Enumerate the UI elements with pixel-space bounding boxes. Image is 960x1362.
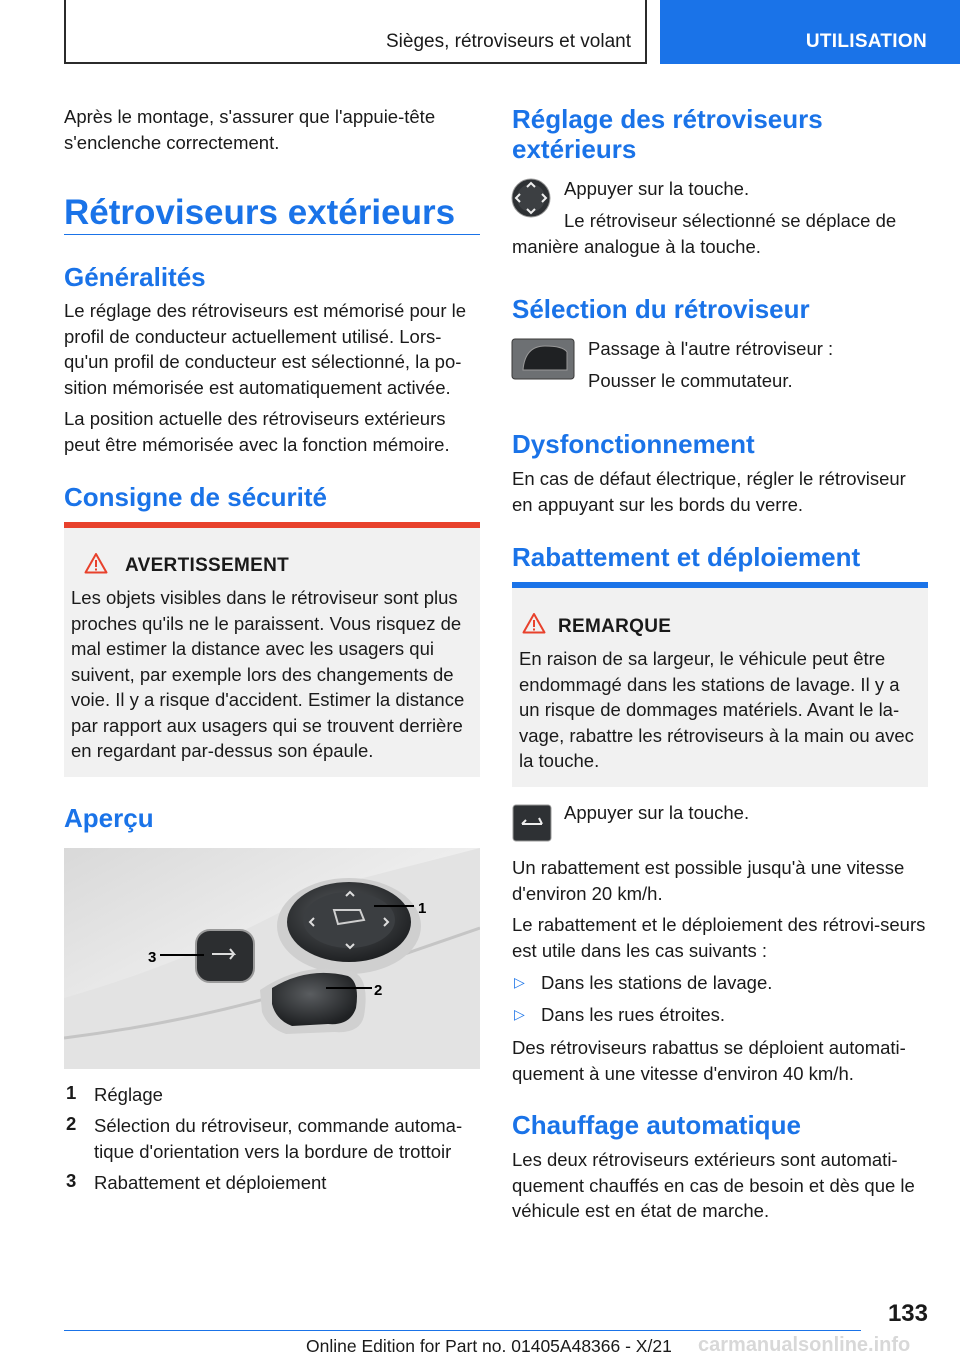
legend-number: 3 [66,1170,77,1191]
watermark: carmanualsonline.info [698,1334,911,1356]
note-title: REMARQUE [558,616,672,637]
heading-reglage: Réglage des rétroviseurs extérieurs [512,104,823,164]
legend-number: 2 [66,1113,77,1134]
reglage-line-2: Le rétroviseur sélectionné se déplace de manière analogue à la touche. [512,210,897,257]
footer-edition: Online Edition for Part no. 01405A48366 - X/21 [306,1336,672,1356]
callout-1: 1 [418,900,427,917]
dysfonctionnement-text: En cas de défaut électrique, régler le rétroviseur en appuyant sur les bords du verre. [512,468,906,515]
warning-box [64,522,480,777]
heading-apercu: Aperçu [64,803,154,833]
header-section-label: Sièges, rétroviseurs et volant [385,31,631,52]
note-triangle-icon [522,612,546,634]
legend-text: Rabattement et déploiement [94,1172,327,1193]
heading-securite: Consigne de sécurité [64,482,327,512]
rabattement-paragraph-1: Un rabattement est possible jusqu'à une vitesse d'environ 20 km/h. [512,857,905,904]
header-chapter-label: UTILISATION [805,31,927,52]
warning-text: Les objets visibles dans le rétroviseur sont plus proches qu'ils ne le paraissent. Vous risquez de mal estimer la distance avec les usagers qui suivent, par exemple lors des changements de voie. Il y a risque d'accident. Estimer la distance par rapport aux usagers qui se trouvent derrière en regardant par-dessus son épaule. [71,587,465,761]
heading-selection: Sélection du rétroviseur [512,294,810,324]
generalites-paragraph-1: Le réglage des rétroviseurs est mémorisé pour le profil de conducteur actuellement utilisé. Lors-qu'un profil de conducteur est sélectionné, la po-sition mémorisée est automatiquement activée. [64,300,467,398]
controls-photo [64,848,480,1069]
mirror-control-illustration [64,848,480,1069]
heading-generalites: Généralités [64,262,206,292]
page-number: 133 [887,1300,928,1327]
press-button-text: Appuyer sur la touche. [564,802,750,823]
intro-text: Après le montage, s'assurer que l'appuie-tête s'enclenche correctement. [64,106,436,153]
reglage-line-1: Appuyer sur la touche. [564,178,750,199]
fold-mirror-button-icon [512,804,552,842]
note-box [512,582,928,787]
title-rule [64,234,480,235]
warning-title: AVERTISSEMENT [125,555,290,576]
bullet-icon: ▷ [514,1006,525,1022]
footer-rule [64,1330,861,1331]
bullet-item: Dans les rues étroites. [541,1004,726,1025]
callout-3: 3 [148,949,157,966]
bullet-item: Dans les stations de lavage. [541,972,773,993]
warning-triangle-icon [84,552,108,574]
legend-number: 1 [66,1082,77,1103]
heading-dysfonctionnement: Dysfonctionnement [512,429,755,459]
header-section-tab [64,0,647,64]
mirror-selector-switch-icon [511,338,575,380]
heading-rabattement: Rabattement et déploiement [512,542,861,572]
generalites-paragraph-2: La position actuelle des rétroviseurs extérieurs peut être mémorisée avec la fonction mémoire. [64,408,450,455]
heading-chauffage: Chauffage automatique [512,1110,801,1140]
selection-line-2: Pousser le commutateur. [588,370,793,391]
callout-2: 2 [374,982,383,999]
header-chapter-tab [660,0,960,64]
legend-text: Réglage [94,1084,163,1105]
selection-line-1: Passage à l'autre rétroviseur : [588,338,834,359]
legend-text: Sélection du rétroviseur, commande automa-tique d'orientation vers la bordure de trottoir [94,1115,463,1162]
chauffage-text: Les deux rétroviseurs extérieurs sont automati-quement chauffés en cas de besoin et dès que le véhicule est en état de marche. [512,1149,915,1221]
rabattement-paragraph-3: Des rétroviseurs rabattus se déploient automati-quement à une vitesse d'environ 40 km/h. [512,1037,906,1084]
rabattement-paragraph-2: Le rabattement et le déploiement des rétrovi-seurs est utile dans les cas suivants : [512,914,926,961]
bullet-icon: ▷ [514,974,525,990]
note-text: En raison de sa largeur, le véhicule peut être endommagé dans les stations de lavage. Il y a un risque de dommages matériels. Avant le la-vage, rabattre les rétroviseurs à la main ou avec la touche. [519,648,914,771]
page-title: Rétroviseurs extérieurs [64,193,456,232]
